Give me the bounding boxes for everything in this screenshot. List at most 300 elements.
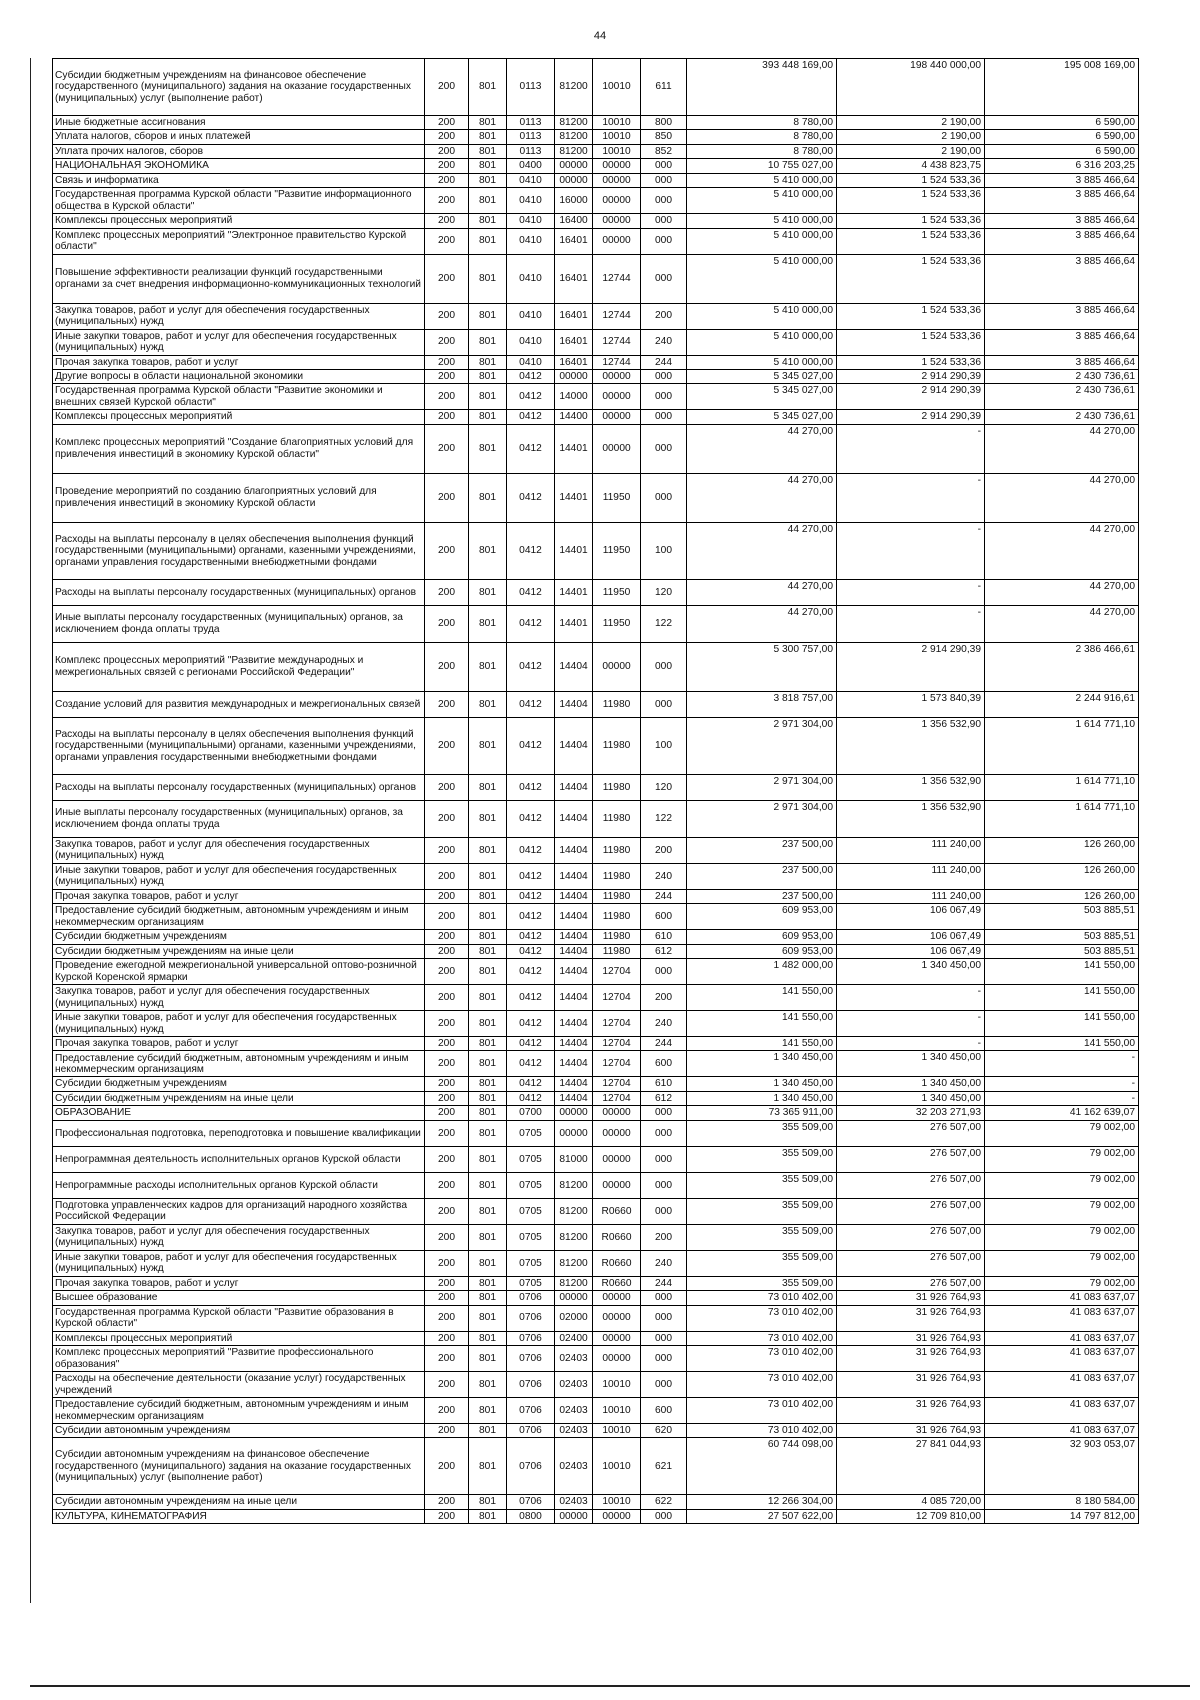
program-code-cell: 16401 [555,254,593,303]
direction-code-cell: 00000 [593,410,641,424]
section-code-cell: 0705 [507,1224,555,1250]
direction-code-cell: 12704 [593,1091,641,1105]
ministry-code-cell: 801 [469,1438,507,1495]
table-row [53,473,1139,522]
expense-type-cell: 120 [641,579,687,605]
ministry-code-cell: 801 [469,228,507,254]
ministry-code-cell: 801 [469,1011,507,1037]
remaining-amount-cell: 41 083 637,07 [985,1346,1139,1372]
table-row [53,1198,1139,1224]
section-code-cell: 0412 [507,369,555,383]
section-code-cell: 0412 [507,424,555,473]
executed-amount-cell: - [837,1011,985,1037]
expense-type-cell: 850 [641,130,687,144]
executed-amount-cell: 2 190,00 [837,130,985,144]
admin-code-cell: 200 [425,904,469,930]
expense-type-cell: 612 [641,1091,687,1105]
table-row [53,1424,1139,1438]
remaining-amount-cell: 2 386 466,61 [985,642,1139,691]
ministry-code-cell: 801 [469,579,507,605]
row-name-cell: Субсидии автономным учреждениям на финансовое обеспечение государственного (муниципального) задания на оказание государственных (муниципальных) услуг (выполнение работ) [53,1438,425,1495]
table-row [53,904,1139,930]
executed-amount-cell: 198 440 000,00 [837,59,985,116]
ministry-code-cell: 801 [469,59,507,116]
remaining-amount-cell: 141 550,00 [985,1011,1139,1037]
expense-type-cell: 621 [641,1438,687,1495]
scan-bottom-edge [30,1685,1190,1687]
remaining-amount-cell: 503 885,51 [985,944,1139,958]
executed-amount-cell: - [837,473,985,522]
executed-amount-cell: 31 926 764,93 [837,1398,985,1424]
direction-code-cell: 11980 [593,691,641,717]
admin-code-cell: 200 [425,1372,469,1398]
program-code-cell: 14404 [555,774,593,800]
ministry-code-cell: 801 [469,1146,507,1172]
total-amount-cell: 5 410 000,00 [687,214,837,228]
expense-type-cell: 240 [641,863,687,889]
table-row [53,1305,1139,1331]
admin-code-cell: 200 [425,774,469,800]
expense-type-cell: 000 [641,1291,687,1305]
expense-type-cell: 622 [641,1495,687,1509]
executed-amount-cell: 276 507,00 [837,1198,985,1224]
ministry-code-cell: 801 [469,642,507,691]
row-name-cell: ОБРАЗОВАНИЕ [53,1106,425,1120]
total-amount-cell: 44 270,00 [687,424,837,473]
section-code-cell: 0706 [507,1331,555,1345]
executed-amount-cell: 106 067,49 [837,904,985,930]
direction-code-cell: 11950 [593,605,641,642]
remaining-amount-cell: 3 885 466,64 [985,173,1139,187]
row-name-cell: Расходы на выплаты персоналу в целях обеспечения выполнения функций государственными (муниципальными) органами, казенными учреждениями, органами управления государственными внебюджетными фондами [53,717,425,774]
remaining-amount-cell: - [985,1077,1139,1091]
program-code-cell: 81200 [555,130,593,144]
direction-code-cell: 11980 [593,717,641,774]
program-code-cell: 02403 [555,1372,593,1398]
section-code-cell: 0113 [507,144,555,158]
direction-code-cell: R0660 [593,1224,641,1250]
table-row [53,1120,1139,1146]
remaining-amount-cell: 41 083 637,07 [985,1398,1139,1424]
ministry-code-cell: 801 [469,1106,507,1120]
total-amount-cell: 5 410 000,00 [687,188,837,214]
program-code-cell: 02403 [555,1495,593,1509]
ministry-code-cell: 801 [469,959,507,985]
expense-type-cell: 000 [641,254,687,303]
admin-code-cell: 200 [425,642,469,691]
expense-type-cell: 000 [641,1331,687,1345]
direction-code-cell: 00000 [593,1346,641,1372]
ministry-code-cell: 801 [469,410,507,424]
direction-code-cell: 10010 [593,1398,641,1424]
expense-type-cell: 244 [641,355,687,369]
remaining-amount-cell: 126 260,00 [985,837,1139,863]
program-code-cell: 14404 [555,959,593,985]
table-row [53,1224,1139,1250]
table-row [53,1346,1139,1372]
total-amount-cell: 73 365 911,00 [687,1106,837,1120]
row-name-cell: Прочая закупка товаров, работ и услуг [53,1276,425,1290]
table-row [53,1172,1139,1198]
remaining-amount-cell: 503 885,51 [985,930,1139,944]
direction-code-cell: 12704 [593,1011,641,1037]
program-code-cell: 81200 [555,1250,593,1276]
ministry-code-cell: 801 [469,1291,507,1305]
admin-code-cell: 200 [425,173,469,187]
total-amount-cell: 5 410 000,00 [687,329,837,355]
table-row [53,1146,1139,1172]
program-code-cell: 02400 [555,1331,593,1345]
executed-amount-cell: 1 356 532,90 [837,800,985,837]
total-amount-cell: 44 270,00 [687,473,837,522]
total-amount-cell: 12 266 304,00 [687,1495,837,1509]
section-code-cell: 0412 [507,904,555,930]
admin-code-cell: 200 [425,1438,469,1495]
ministry-code-cell: 801 [469,837,507,863]
remaining-amount-cell: 3 885 466,64 [985,303,1139,329]
total-amount-cell: 2 971 304,00 [687,717,837,774]
expense-type-cell: 610 [641,1077,687,1091]
expense-type-cell: 000 [641,1372,687,1398]
ministry-code-cell: 801 [469,329,507,355]
executed-amount-cell: 1 340 450,00 [837,1077,985,1091]
page-number: 44 [593,30,607,42]
table-row [53,188,1139,214]
table-row [53,959,1139,985]
program-code-cell: 02000 [555,1305,593,1331]
table-row [53,800,1139,837]
total-amount-cell: 355 509,00 [687,1198,837,1224]
remaining-amount-cell: 3 885 466,64 [985,254,1139,303]
remaining-amount-cell: 41 083 637,07 [985,1372,1139,1398]
table-row [53,410,1139,424]
admin-code-cell: 200 [425,691,469,717]
ministry-code-cell: 801 [469,1398,507,1424]
remaining-amount-cell: 79 002,00 [985,1172,1139,1198]
row-name-cell: Закупка товаров, работ и услуг для обеспечения государственных (муниципальных) нужд [53,985,425,1011]
expense-type-cell: 000 [641,1509,687,1523]
executed-amount-cell: 1 340 450,00 [837,1051,985,1077]
executed-amount-cell: 31 926 764,93 [837,1346,985,1372]
table-row [53,1250,1139,1276]
expense-type-cell: 000 [641,214,687,228]
ministry-code-cell: 801 [469,889,507,903]
row-name-cell: Закупка товаров, работ и услуг для обеспечения государственных (муниципальных) нужд [53,837,425,863]
total-amount-cell: 73 010 402,00 [687,1398,837,1424]
total-amount-cell: 393 448 169,00 [687,59,837,116]
table-row [53,369,1139,383]
total-amount-cell: 355 509,00 [687,1224,837,1250]
total-amount-cell: 8 780,00 [687,116,837,130]
admin-code-cell: 200 [425,329,469,355]
admin-code-cell: 200 [425,930,469,944]
ministry-code-cell: 801 [469,774,507,800]
executed-amount-cell: 1 340 450,00 [837,1091,985,1105]
direction-code-cell: 00000 [593,384,641,410]
row-name-cell: Иные закупки товаров, работ и услуг для обеспечения государственных (муниципальных) нужд [53,329,425,355]
total-amount-cell: 1 340 450,00 [687,1051,837,1077]
section-code-cell: 0412 [507,985,555,1011]
row-name-cell: Повышение эффективности реализации функций государственными органами за счет внедрения информационно-коммуникационных технологий [53,254,425,303]
program-code-cell: 14401 [555,424,593,473]
admin-code-cell: 200 [425,1037,469,1051]
admin-code-cell: 200 [425,159,469,173]
table-row [53,1509,1139,1523]
executed-amount-cell: 2 914 290,39 [837,642,985,691]
row-name-cell: Уплата прочих налогов, сборов [53,144,425,158]
executed-amount-cell: 1 340 450,00 [837,959,985,985]
remaining-amount-cell: 3 885 466,64 [985,355,1139,369]
table-row [53,889,1139,903]
remaining-amount-cell: 41 083 637,07 [985,1291,1139,1305]
admin-code-cell: 200 [425,522,469,579]
section-code-cell: 0113 [507,116,555,130]
program-code-cell: 14404 [555,1037,593,1051]
remaining-amount-cell: - [985,1051,1139,1077]
expense-type-cell: 000 [641,173,687,187]
ministry-code-cell: 801 [469,904,507,930]
expense-type-cell: 000 [641,424,687,473]
total-amount-cell: 1 482 000,00 [687,959,837,985]
section-code-cell: 0412 [507,837,555,863]
remaining-amount-cell: 32 903 053,07 [985,1438,1139,1495]
direction-code-cell: 11980 [593,889,641,903]
table-row [53,1438,1139,1495]
program-code-cell: 81000 [555,1146,593,1172]
total-amount-cell: 2 971 304,00 [687,800,837,837]
total-amount-cell: 5 410 000,00 [687,355,837,369]
admin-code-cell: 200 [425,579,469,605]
expense-type-cell: 240 [641,329,687,355]
executed-amount-cell: 1 524 533,36 [837,173,985,187]
section-code-cell: 0705 [507,1250,555,1276]
remaining-amount-cell: 1 614 771,10 [985,800,1139,837]
direction-code-cell: 00000 [593,188,641,214]
expense-type-cell: 200 [641,303,687,329]
table-row [53,1037,1139,1051]
ministry-code-cell: 801 [469,214,507,228]
remaining-amount-cell: 41 162 639,07 [985,1106,1139,1120]
executed-amount-cell: 1 356 532,90 [837,717,985,774]
admin-code-cell: 200 [425,1398,469,1424]
direction-code-cell: R0660 [593,1198,641,1224]
admin-code-cell: 200 [425,1146,469,1172]
program-code-cell: 16401 [555,329,593,355]
expense-type-cell: 100 [641,522,687,579]
section-code-cell: 0412 [507,1011,555,1037]
executed-amount-cell: 31 926 764,93 [837,1291,985,1305]
total-amount-cell: 141 550,00 [687,1011,837,1037]
expense-type-cell: 000 [641,1346,687,1372]
direction-code-cell: 12704 [593,985,641,1011]
row-name-cell: Расходы на выплаты персоналу государственных (муниципальных) органов [53,774,425,800]
scan-left-edge [30,58,31,1603]
admin-code-cell: 200 [425,473,469,522]
expense-type-cell: 600 [641,1398,687,1424]
executed-amount-cell: 276 507,00 [837,1120,985,1146]
expense-type-cell: 000 [641,642,687,691]
section-code-cell: 0706 [507,1346,555,1372]
direction-code-cell: 00000 [593,1106,641,1120]
table-row [53,863,1139,889]
admin-code-cell: 200 [425,605,469,642]
remaining-amount-cell: 6 590,00 [985,116,1139,130]
executed-amount-cell: 31 926 764,93 [837,1305,985,1331]
admin-code-cell: 200 [425,889,469,903]
table-row [53,355,1139,369]
program-code-cell: 14404 [555,904,593,930]
ministry-code-cell: 801 [469,1198,507,1224]
admin-code-cell: 200 [425,144,469,158]
executed-amount-cell: 276 507,00 [837,1250,985,1276]
remaining-amount-cell: 126 260,00 [985,863,1139,889]
row-name-cell: Расходы на обеспечение деятельности (оказание услуг) государственных учреждений [53,1372,425,1398]
section-code-cell: 0412 [507,410,555,424]
expense-type-cell: 244 [641,1276,687,1290]
direction-code-cell: 10010 [593,116,641,130]
total-amount-cell: 5 300 757,00 [687,642,837,691]
row-name-cell: Субсидии бюджетным учреждениям на иные цели [53,944,425,958]
table-row [53,837,1139,863]
remaining-amount-cell: 41 083 637,07 [985,1305,1139,1331]
section-code-cell: 0412 [507,774,555,800]
table-row [53,930,1139,944]
table-row [53,691,1139,717]
executed-amount-cell: 2 914 290,39 [837,384,985,410]
table-row [53,1011,1139,1037]
direction-code-cell: 00000 [593,173,641,187]
total-amount-cell: 5 410 000,00 [687,228,837,254]
row-name-cell: Комплекс процессных мероприятий "Электронное правительство Курской области" [53,228,425,254]
section-code-cell: 0410 [507,355,555,369]
direction-code-cell: 00000 [593,159,641,173]
expense-type-cell: 240 [641,1011,687,1037]
program-code-cell: 81200 [555,144,593,158]
program-code-cell: 14404 [555,930,593,944]
direction-code-cell: 11980 [593,774,641,800]
admin-code-cell: 200 [425,1120,469,1146]
expense-type-cell: 000 [641,691,687,717]
program-code-cell: 14404 [555,691,593,717]
program-code-cell: 14404 [555,889,593,903]
row-name-cell: Подготовка управленческих кадров для организаций народного хозяйства Российской Федерации [53,1198,425,1224]
ministry-code-cell: 801 [469,985,507,1011]
executed-amount-cell: 1 356 532,90 [837,774,985,800]
program-code-cell: 14400 [555,410,593,424]
expense-type-cell: 240 [641,1250,687,1276]
table-row [53,228,1139,254]
row-name-cell: Иные бюджетные ассигнования [53,116,425,130]
remaining-amount-cell: 3 885 466,64 [985,329,1139,355]
total-amount-cell: 1 340 450,00 [687,1077,837,1091]
row-name-cell: Субсидии автономным учреждениям на иные цели [53,1495,425,1509]
row-name-cell: Иные закупки товаров, работ и услуг для обеспечения государственных (муниципальных) нужд [53,863,425,889]
total-amount-cell: 609 953,00 [687,944,837,958]
executed-amount-cell: 12 709 810,00 [837,1509,985,1523]
program-code-cell: 14401 [555,605,593,642]
ministry-code-cell: 801 [469,717,507,774]
total-amount-cell: 355 509,00 [687,1276,837,1290]
expense-type-cell: 000 [641,369,687,383]
direction-code-cell: 12704 [593,1051,641,1077]
program-code-cell: 16400 [555,214,593,228]
expense-type-cell: 244 [641,889,687,903]
direction-code-cell: 10010 [593,144,641,158]
admin-code-cell: 200 [425,355,469,369]
row-name-cell: Государственная программа Курской области "Развитие образования в Курской области" [53,1305,425,1331]
executed-amount-cell: 2 190,00 [837,144,985,158]
remaining-amount-cell: 79 002,00 [985,1146,1139,1172]
expense-type-cell: 600 [641,904,687,930]
row-name-cell: Прочая закупка товаров, работ и услуг [53,1037,425,1051]
table-body [53,59,1139,1524]
program-code-cell: 81200 [555,1224,593,1250]
direction-code-cell: 10010 [593,1424,641,1438]
ministry-code-cell: 801 [469,1172,507,1198]
executed-amount-cell: 4 438 823,75 [837,159,985,173]
row-name-cell: Непрограммные расходы исполнительных органов Курской области [53,1172,425,1198]
direction-code-cell: 00000 [593,1509,641,1523]
table-row [53,1051,1139,1077]
executed-amount-cell: - [837,424,985,473]
total-amount-cell: 44 270,00 [687,579,837,605]
admin-code-cell: 200 [425,116,469,130]
table-row [53,1091,1139,1105]
remaining-amount-cell: 141 550,00 [985,959,1139,985]
remaining-amount-cell: 3 885 466,64 [985,228,1139,254]
executed-amount-cell: - [837,579,985,605]
program-code-cell: 14404 [555,944,593,958]
direction-code-cell: 12704 [593,1037,641,1051]
remaining-amount-cell: 44 270,00 [985,579,1139,605]
ministry-code-cell: 801 [469,188,507,214]
section-code-cell: 0706 [507,1495,555,1509]
ministry-code-cell: 801 [469,1372,507,1398]
total-amount-cell: 44 270,00 [687,605,837,642]
executed-amount-cell: 31 926 764,93 [837,1372,985,1398]
executed-amount-cell: 2 190,00 [837,116,985,130]
remaining-amount-cell: 41 083 637,07 [985,1424,1139,1438]
table-row [53,303,1139,329]
section-code-cell: 0412 [507,930,555,944]
ministry-code-cell: 801 [469,800,507,837]
executed-amount-cell: 276 507,00 [837,1146,985,1172]
program-code-cell: 16401 [555,228,593,254]
remaining-amount-cell: - [985,1091,1139,1105]
ministry-code-cell: 801 [469,1495,507,1509]
total-amount-cell: 3 818 757,00 [687,691,837,717]
ministry-code-cell: 801 [469,1091,507,1105]
remaining-amount-cell: 6 590,00 [985,130,1139,144]
table-row [53,173,1139,187]
row-name-cell: Комплекс процессных мероприятий "Развитие международных и межрегиональных связей с регионами Российской Федерации" [53,642,425,691]
expense-type-cell: 200 [641,985,687,1011]
total-amount-cell: 73 010 402,00 [687,1331,837,1345]
expense-type-cell: 100 [641,717,687,774]
ministry-code-cell: 801 [469,605,507,642]
executed-amount-cell: 1 524 533,36 [837,254,985,303]
total-amount-cell: 609 953,00 [687,904,837,930]
remaining-amount-cell: 1 614 771,10 [985,774,1139,800]
expense-type-cell: 000 [641,188,687,214]
expense-type-cell: 000 [641,473,687,522]
program-code-cell: 81200 [555,116,593,130]
direction-code-cell: 00000 [593,228,641,254]
admin-code-cell: 200 [425,188,469,214]
total-amount-cell: 5 345 027,00 [687,369,837,383]
section-code-cell: 0705 [507,1146,555,1172]
section-code-cell: 0412 [507,605,555,642]
